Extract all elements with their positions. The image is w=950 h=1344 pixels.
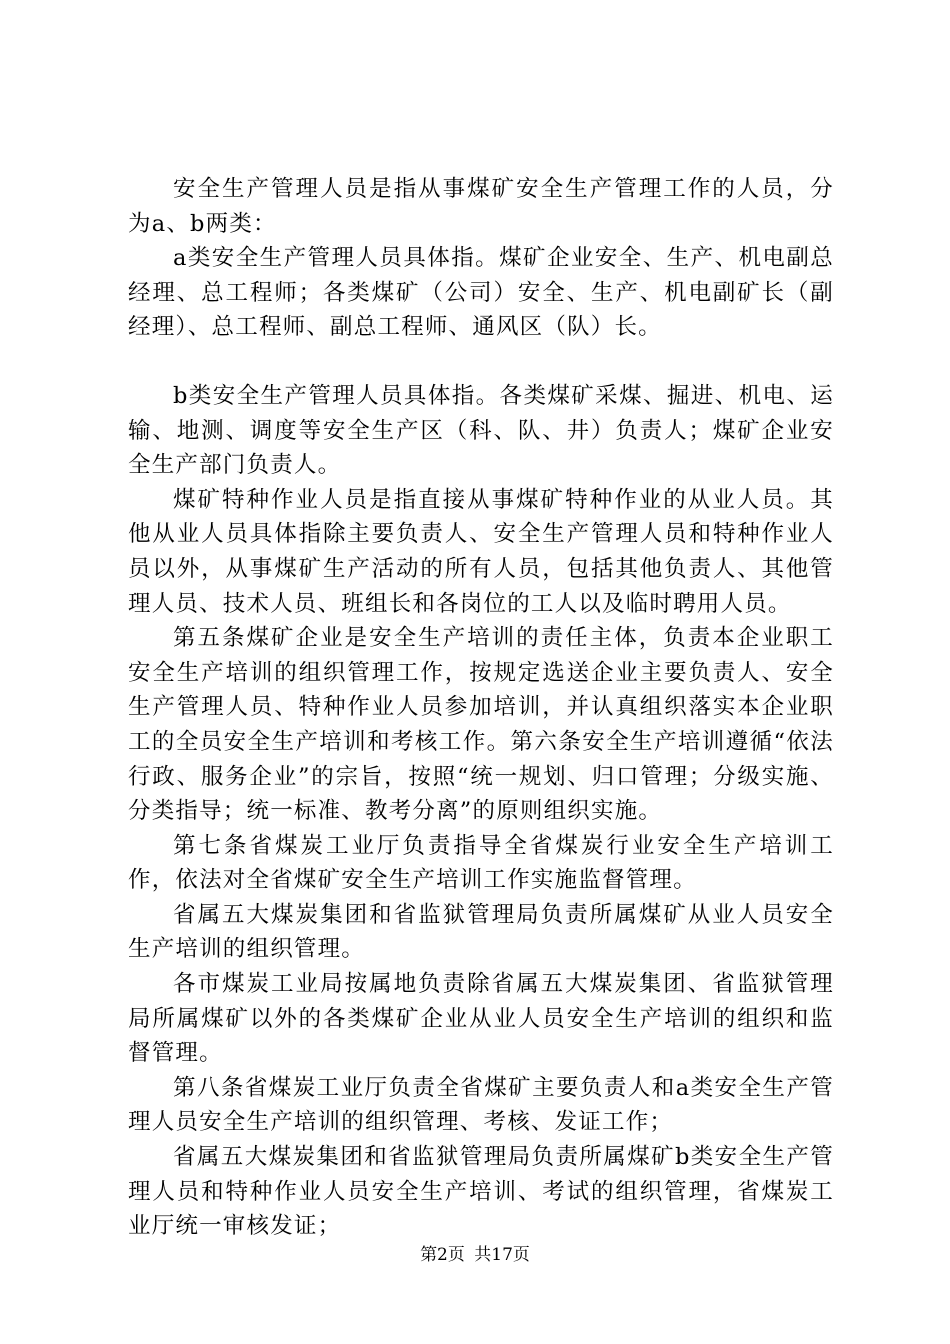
paragraph-spacer <box>128 345 834 379</box>
paragraph-article-8: 第八条省煤炭工业厅负责全省煤矿主要负责人和a类安全生产管理人员安全生产培训的组织管理、考核、发证工作； <box>128 1074 834 1136</box>
paragraph-manager-definition: 安全生产管理人员是指从事煤矿安全生产管理工作的人员，分为a、b两类： <box>128 176 834 237</box>
page-total: 共17页 <box>474 1245 530 1265</box>
page-number: 第2页 <box>420 1245 465 1265</box>
paragraph-class-b: b类安全生产管理人员具体指。各类煤矿采煤、掘进、机电、运输、地测、调度等安全生产区（科、队、井）负责人；煤矿企业安全生产部门负责人。 <box>128 382 834 479</box>
paragraph-city-bureaus: 各市煤炭工业局按属地负责除省属五大煤炭集团、省监狱管理局所属煤矿以外的各类煤矿企业从业人员安全生产培训的组织和监督管理。 <box>128 971 834 1067</box>
document-body <box>128 172 834 1244</box>
page-footer <box>0 1244 950 1266</box>
paragraph-class-b-training: 省属五大煤炭集团和省监狱管理局负责所属煤矿b类安全生产管理人员和特种作业人员安全生产培训、考试的组织管理，省煤炭工业厅统一审核发证； <box>128 1144 834 1240</box>
paragraph-special-workers: 煤矿特种作业人员是指直接从事煤矿特种作业的从业人员。其他从业人员具体指除主要负责人、安全生产管理人员和特种作业人员以外，从事煤矿生产活动的所有人员，包括其他负责人、其他管理人员、技术人员、班组长和各岗位的工人以及临时聘用人员。 <box>128 486 834 617</box>
paragraph-five-groups: 省属五大煤炭集团和省监狱管理局负责所属煤矿从业人员安全生产培训的组织管理。 <box>128 901 834 963</box>
paragraph-article-7: 第七条省煤炭工业厅负责指导全省煤炭行业安全生产培训工作，依法对全省煤矿安全生产培训工作实施监督管理。 <box>128 832 834 894</box>
paragraph-class-a: a类安全生产管理人员具体指。煤矿企业安全、生产、机电副总经理、总工程师；各类煤矿（公司）安全、生产、机电副矿长（副经理）、总工程师、副总工程师、通风区（队）长。 <box>128 245 834 341</box>
paragraph-article-5-6: 第五条煤矿企业是安全生产培训的责任主体，负责本企业职工安全生产培训的组织管理工作，按规定选送企业主要负责人、安全生产管理人员、特种作业人员参加培训，并认真组织落实本企业职工的全员安全生产培训和考核工作。第六条安全生产培训遵循“依法行政、服务企业”的宗旨，按照“统一规划、归口管理；分级实施、分类指导；统一标准、教考分离”的原则组织实施。 <box>128 625 834 825</box>
